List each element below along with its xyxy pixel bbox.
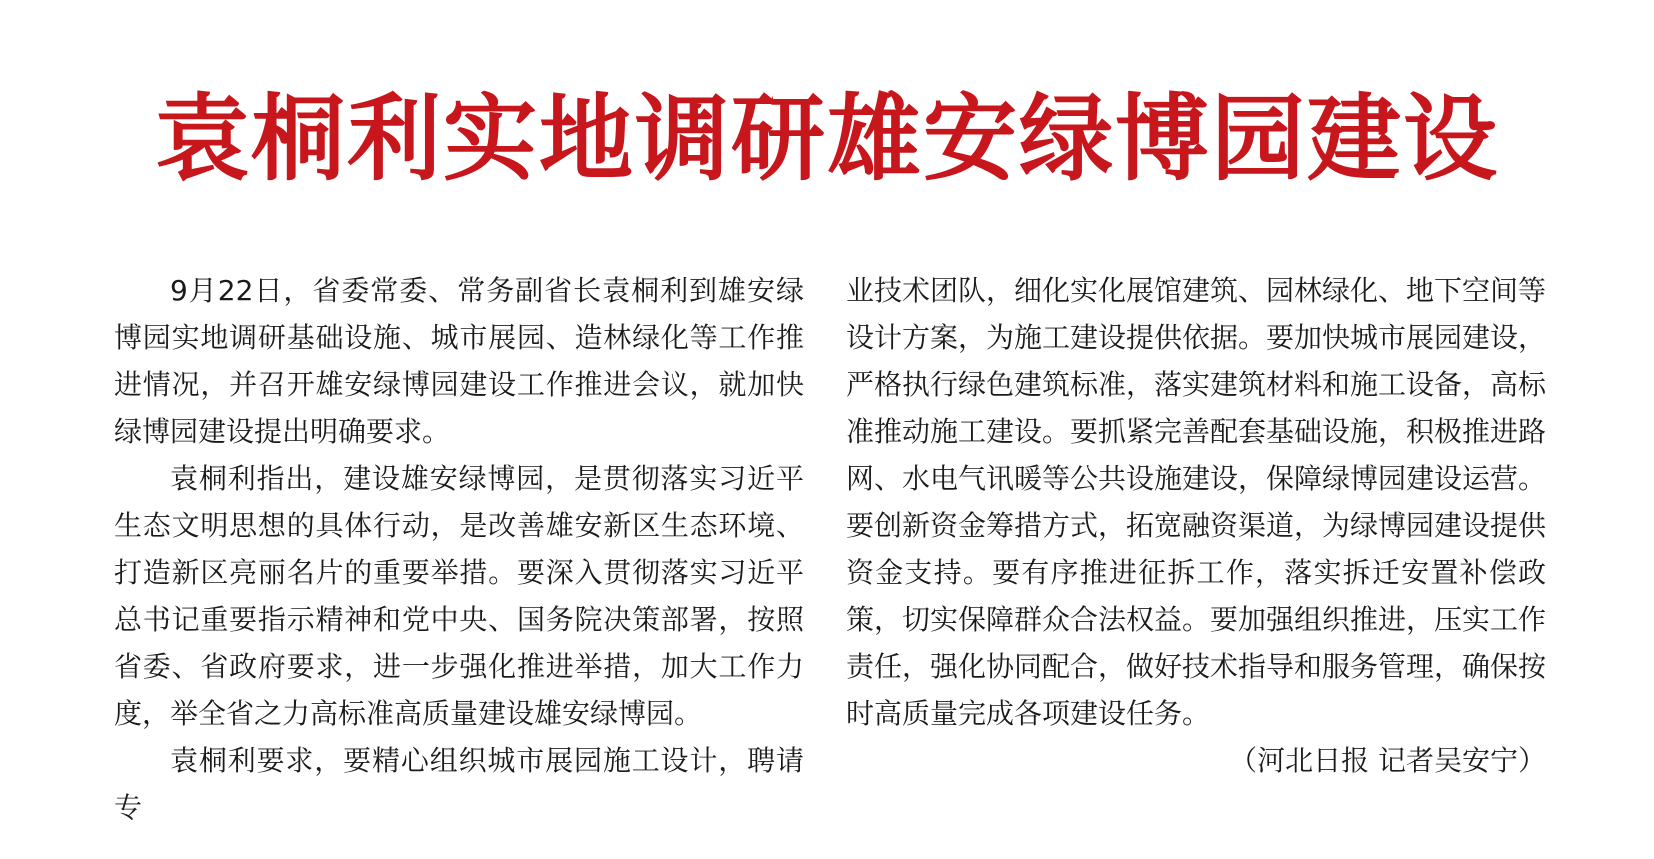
article-paragraph-1: 9月22日，省委常委、常务副省长袁桐利到雄安绿博园实地调研基础设施、城市展园、造林绿化等工作推进情况，并召开雄安绿博园建设工作推进会议，就加快绿博园建设提出明确要求。 <box>114 274 804 448</box>
article-paragraph-2: 袁桐利指出，建设雄安绿博园，是贯彻落实习近平生态文明思想的具体行动，是改善雄安新区生态环境、打造新区亮丽名片的重要举措。要深入贯彻落实习近平总书记重要指示精神和党中央、国务院决策部署，按照省委、省政府要求，进一步强化推进举措，加大工作力度，举全省之力高标准高质量建设雄安绿博园。 <box>114 462 804 730</box>
article-byline: （河北日报 记者吴安宁） <box>1229 744 1546 777</box>
article-paragraph-3-continued: 业技术团队，细化实化展馆建筑、园林绿化、地下空间等设计方案，为施工建设提供依据。要加快城市展园建设，严格执行绿色建筑标准，落实建筑材料和施工设备，高标准推动施工建设。要抓紧完善配套基础设施，积极推进路网、水电气讯暖等公共设施建设，保障绿博园建设运营。要创新资金筹措方式，拓宽融资渠道，为绿博园建设提供资金支持。要有序推进征拆工作，落实拆迁安置补偿政策，切实保障群众合法权益。要加强组织推进，压实工作责任，强化协同配合，做好技术指导和服务管理，确保按时高质量完成各项建设任务。 <box>846 274 1547 730</box>
article-paragraph-3-start: 袁桐利要求，要精心组织城市展园施工设计，聘请专 <box>114 744 804 824</box>
article-column-left <box>114 267 804 831</box>
article-title: 袁桐利实地调研雄安绿博园建设 <box>154 84 1499 194</box>
article-column-right <box>846 267 1546 784</box>
